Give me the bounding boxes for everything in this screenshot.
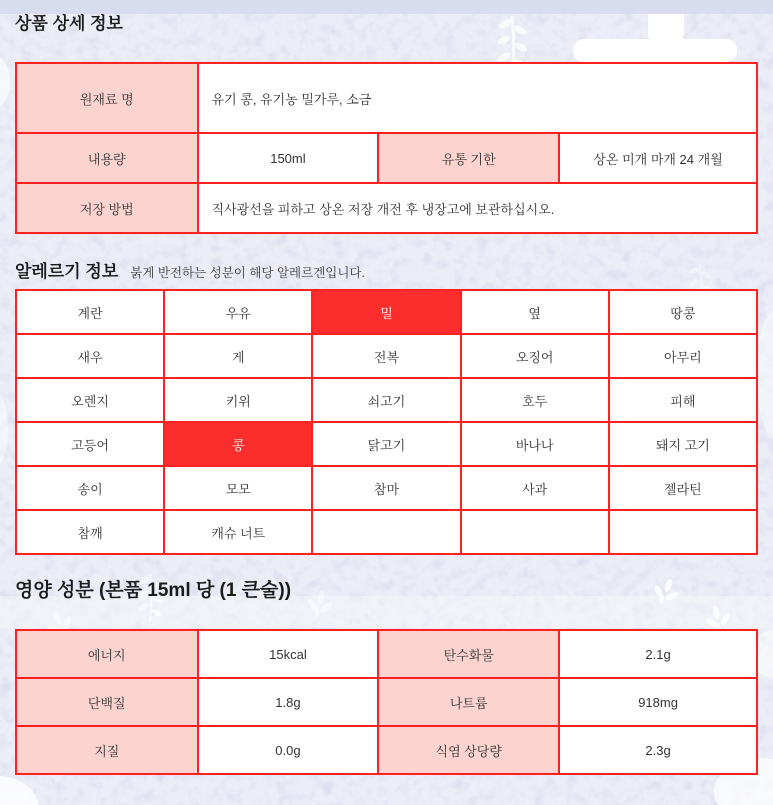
- allergy-row: [16, 422, 757, 466]
- product-info-row: [16, 183, 757, 233]
- protein-value: 1.8g: [198, 678, 379, 726]
- allergy-subtitle: 붉게 반전하는 성분이 해당 알레르겐입니다.: [130, 266, 365, 280]
- allergy-cell: 참마: [312, 466, 460, 510]
- allergy-cell: 사과: [461, 466, 609, 510]
- allergy-cell: 피해: [609, 378, 757, 422]
- allergy-cell: 젤라틴: [609, 466, 757, 510]
- allergy-cell: 게: [164, 334, 312, 378]
- carbohydrate-value: 2.1g: [559, 630, 757, 678]
- storage-method-label: 저장 방법: [16, 183, 198, 233]
- allergy-cell: 바나나: [461, 422, 609, 466]
- allergy-cell: 오렌지: [16, 378, 164, 422]
- storage-method-value: 직사광선을 피하고 상온 저장 개전 후 냉장고에 보관하십시오.: [198, 183, 757, 233]
- allergy-cell: 쇠고기: [312, 378, 460, 422]
- allergy-cell: 오징어: [461, 334, 609, 378]
- product-detail-page: [0, 14, 773, 775]
- nutrition-row: [16, 630, 757, 678]
- allergy-cell: 호두: [461, 378, 609, 422]
- allergy-table: [15, 289, 758, 555]
- allergy-cell: 전복: [312, 334, 460, 378]
- ingredient-name-label: 원재료 명: [16, 63, 198, 133]
- net-content-label: 내용량: [16, 133, 198, 183]
- allergy-cell: 땅콩: [609, 290, 757, 334]
- allergy-row: [16, 290, 757, 334]
- energy-value: 15kcal: [198, 630, 379, 678]
- shelf-life-label: 유통 기한: [378, 133, 559, 183]
- allergy-cell: 우유: [164, 290, 312, 334]
- allergy-section-header: [15, 262, 758, 282]
- allergy-row: [16, 466, 757, 510]
- section-title-nutrition: 영양 성분 (본품 15ml 당 (1 큰술)): [15, 580, 292, 601]
- allergy-cell: 아무리: [609, 334, 757, 378]
- ingredient-name-value: 유기 콩, 유기농 밀가루, 소금: [198, 63, 757, 133]
- allergy-row: [16, 510, 757, 554]
- allergy-cell: 키위: [164, 378, 312, 422]
- allergy-cell: [312, 510, 460, 554]
- allergy-row: [16, 378, 757, 422]
- allergy-cell: 계란: [16, 290, 164, 334]
- carbohydrate-label: 탄수화물: [378, 630, 559, 678]
- salt-equivalent-label: 식염 상당량: [378, 726, 559, 774]
- sodium-value: 918mg: [559, 678, 757, 726]
- allergy-cell: 콩: [164, 422, 312, 466]
- allergy-cell: 닭고기: [312, 422, 460, 466]
- allergy-cell: 송이: [16, 466, 164, 510]
- allergy-cell: 참깨: [16, 510, 164, 554]
- product-info-table: [15, 62, 758, 234]
- nutrition-table: [15, 629, 758, 775]
- nutrition-row: [16, 726, 757, 774]
- product-info-row: [16, 63, 757, 133]
- allergy-cell: [461, 510, 609, 554]
- allergy-cell: [609, 510, 757, 554]
- allergy-cell: 밀: [312, 290, 460, 334]
- net-content-value: 150ml: [198, 133, 379, 183]
- allergy-cell: 고등어: [16, 422, 164, 466]
- section-title-allergy: 알레르기 정보: [15, 262, 119, 281]
- allergy-cell: 캐슈 너트: [164, 510, 312, 554]
- allergy-cell: 돼지 고기: [609, 422, 757, 466]
- allergy-cell: 새우: [16, 334, 164, 378]
- product-info-row: [16, 133, 757, 183]
- fat-label: 지질: [16, 726, 198, 774]
- allergy-cell: 옆: [461, 290, 609, 334]
- shelf-life-value: 상온 미개 마개 24 개월: [559, 133, 757, 183]
- salt-equivalent-value: 2.3g: [559, 726, 757, 774]
- sodium-label: 나트륨: [378, 678, 559, 726]
- protein-label: 단백질: [16, 678, 198, 726]
- allergy-row: [16, 334, 757, 378]
- fat-value: 0.0g: [198, 726, 379, 774]
- nutrition-row: [16, 678, 757, 726]
- section-title-product-info: 상품 상세 정보: [15, 14, 123, 33]
- energy-label: 에너지: [16, 630, 198, 678]
- allergy-cell: 모모: [164, 466, 312, 510]
